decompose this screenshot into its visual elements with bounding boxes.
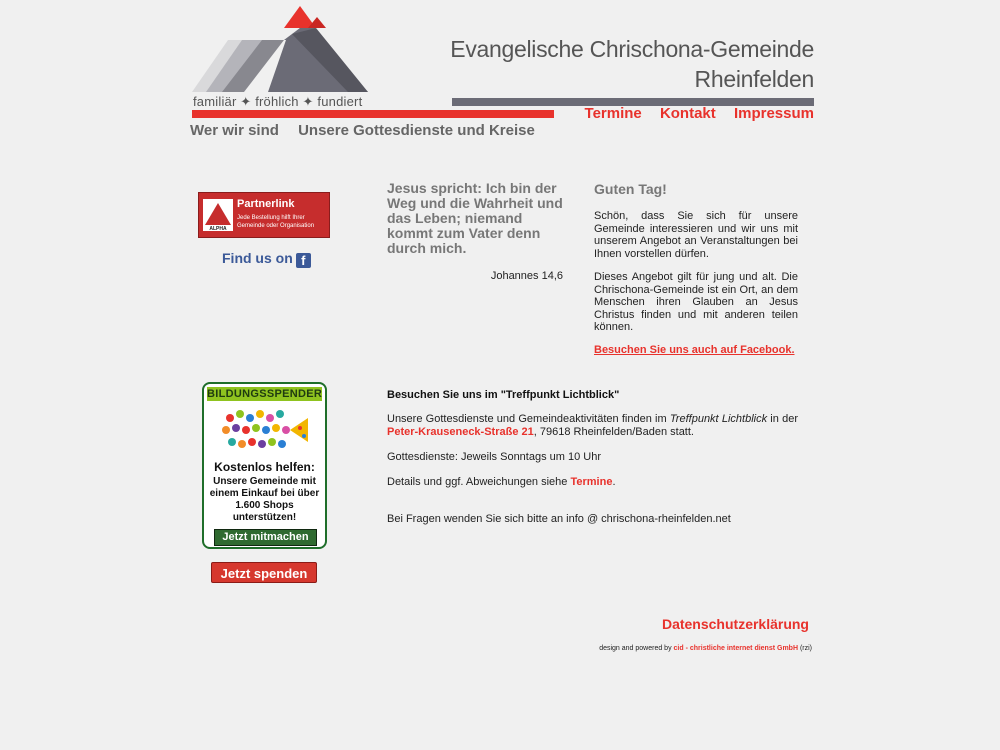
details-text: . xyxy=(612,476,616,488)
nav-link-kontakt[interactable]: Kontakt xyxy=(659,105,716,122)
bildungsspender-header: BILDUNGSSPENDER xyxy=(207,388,323,400)
nav-link-gottesdienste[interactable]: Unsere Gottesdienste und Kreise xyxy=(298,122,535,139)
facebook-icon: f xyxy=(296,253,311,268)
nav-link-wer-wir-sind[interactable]: Wer wir sind xyxy=(190,122,279,139)
address-link[interactable]: Peter-Krauseneck-Straße 21 xyxy=(387,425,534,438)
find-us-label: Find us on xyxy=(222,250,293,266)
alpha-logo-icon xyxy=(203,199,233,231)
termine-link[interactable]: Termine xyxy=(570,476,613,488)
bildungsspender-text: Unsere Gemeinde mit einem Einkauf bei über 1.600 Shops unterstützen! xyxy=(209,476,320,523)
tagline: familiär ✦ fröhlich ✦ fundiert xyxy=(193,94,363,109)
jetzt-mitmachen-button[interactable]: Jetzt mitmachen xyxy=(214,529,317,546)
bildungsspender-headline: Kostenlos helfen: xyxy=(214,460,315,474)
colorful-fish-icon xyxy=(218,408,311,454)
details-text: Details und ggf. Abweichungen siehe xyxy=(387,476,571,488)
lichtblick-text: in der xyxy=(767,413,798,425)
lichtblick-paragraph xyxy=(387,413,798,438)
facebook-link[interactable]: Besuchen Sie uns auch auf Facebook. xyxy=(594,344,795,356)
partnerlink-subtitle: Jede Bestellung hilft Ihrer Gemeinde oder Organisation xyxy=(237,215,315,229)
greeting-title: Guten Tag! xyxy=(594,181,667,197)
contact-info: Bei Fragen wenden Sie sich bitte an info @ chrischona-rheinfelden.net xyxy=(387,513,731,525)
greeting-paragraph-2: Dieses Angebot gilt für jung und alt. Die Chrischona-Gemeinde ist ein Ort, an dem Menschen ihren Glauben an Jesus Christus finden und mit anderen teilen können. xyxy=(594,271,798,333)
details-paragraph xyxy=(387,476,616,488)
nav-link-impressum[interactable]: Impressum xyxy=(733,105,814,122)
bible-quote: Jesus spricht: Ich bin der Weg und die Wahrheit und das Leben; niemand kommt zum Vater denn durch mich. xyxy=(387,180,563,256)
red-divider-bar xyxy=(192,110,554,118)
top-nav xyxy=(560,105,814,122)
cid-link[interactable]: cid - christliche internet dienst GmbH xyxy=(673,645,798,652)
quote-source: Johannes 14,6 xyxy=(490,270,563,282)
credit-line xyxy=(520,645,812,652)
site-title: Evangelische Chrischona-Gemeinde xyxy=(450,36,814,62)
privacy-link[interactable]: Datenschutzerklärung xyxy=(661,616,809,632)
greeting-paragraph-1: Schön, dass Sie sich für unsere Gemeinde interessieren und wir uns mit unserem Angebot an Veranstaltungen bei Ihnen vorstellen dürfen. xyxy=(594,210,798,260)
service-times: Gottesdienste: Jeweils Sonntags um 10 Uhr xyxy=(387,451,602,463)
bildungsspender-banner[interactable] xyxy=(202,382,327,549)
find-us-on-facebook[interactable] xyxy=(222,250,311,268)
nav-link-termine[interactable]: Termine xyxy=(584,105,642,122)
lichtblick-text: , 79618 Rheinfelden/Baden statt. xyxy=(533,425,694,438)
lichtblick-text: Unsere Gottesdienste und Gemeindeaktivitäten finden im xyxy=(387,413,670,425)
jetzt-spenden-button[interactable]: Jetzt spenden xyxy=(211,562,317,583)
lichtblick-title: Besuchen Sie uns im "Treffpunkt Lichtblick" xyxy=(387,389,620,401)
lichtblick-venue: Treffpunkt Lichtblick xyxy=(669,413,768,425)
partnerlink-title: Partnerlink xyxy=(237,198,295,210)
credit-text: (rzi) xyxy=(798,645,812,652)
svg-text:ALPHA: ALPHA xyxy=(209,226,227,231)
partnerlink-banner[interactable] xyxy=(198,192,330,238)
main-nav xyxy=(190,122,550,139)
credit-text: design and powered by xyxy=(599,645,674,652)
site-subtitle: Rheinfelden xyxy=(694,66,814,92)
